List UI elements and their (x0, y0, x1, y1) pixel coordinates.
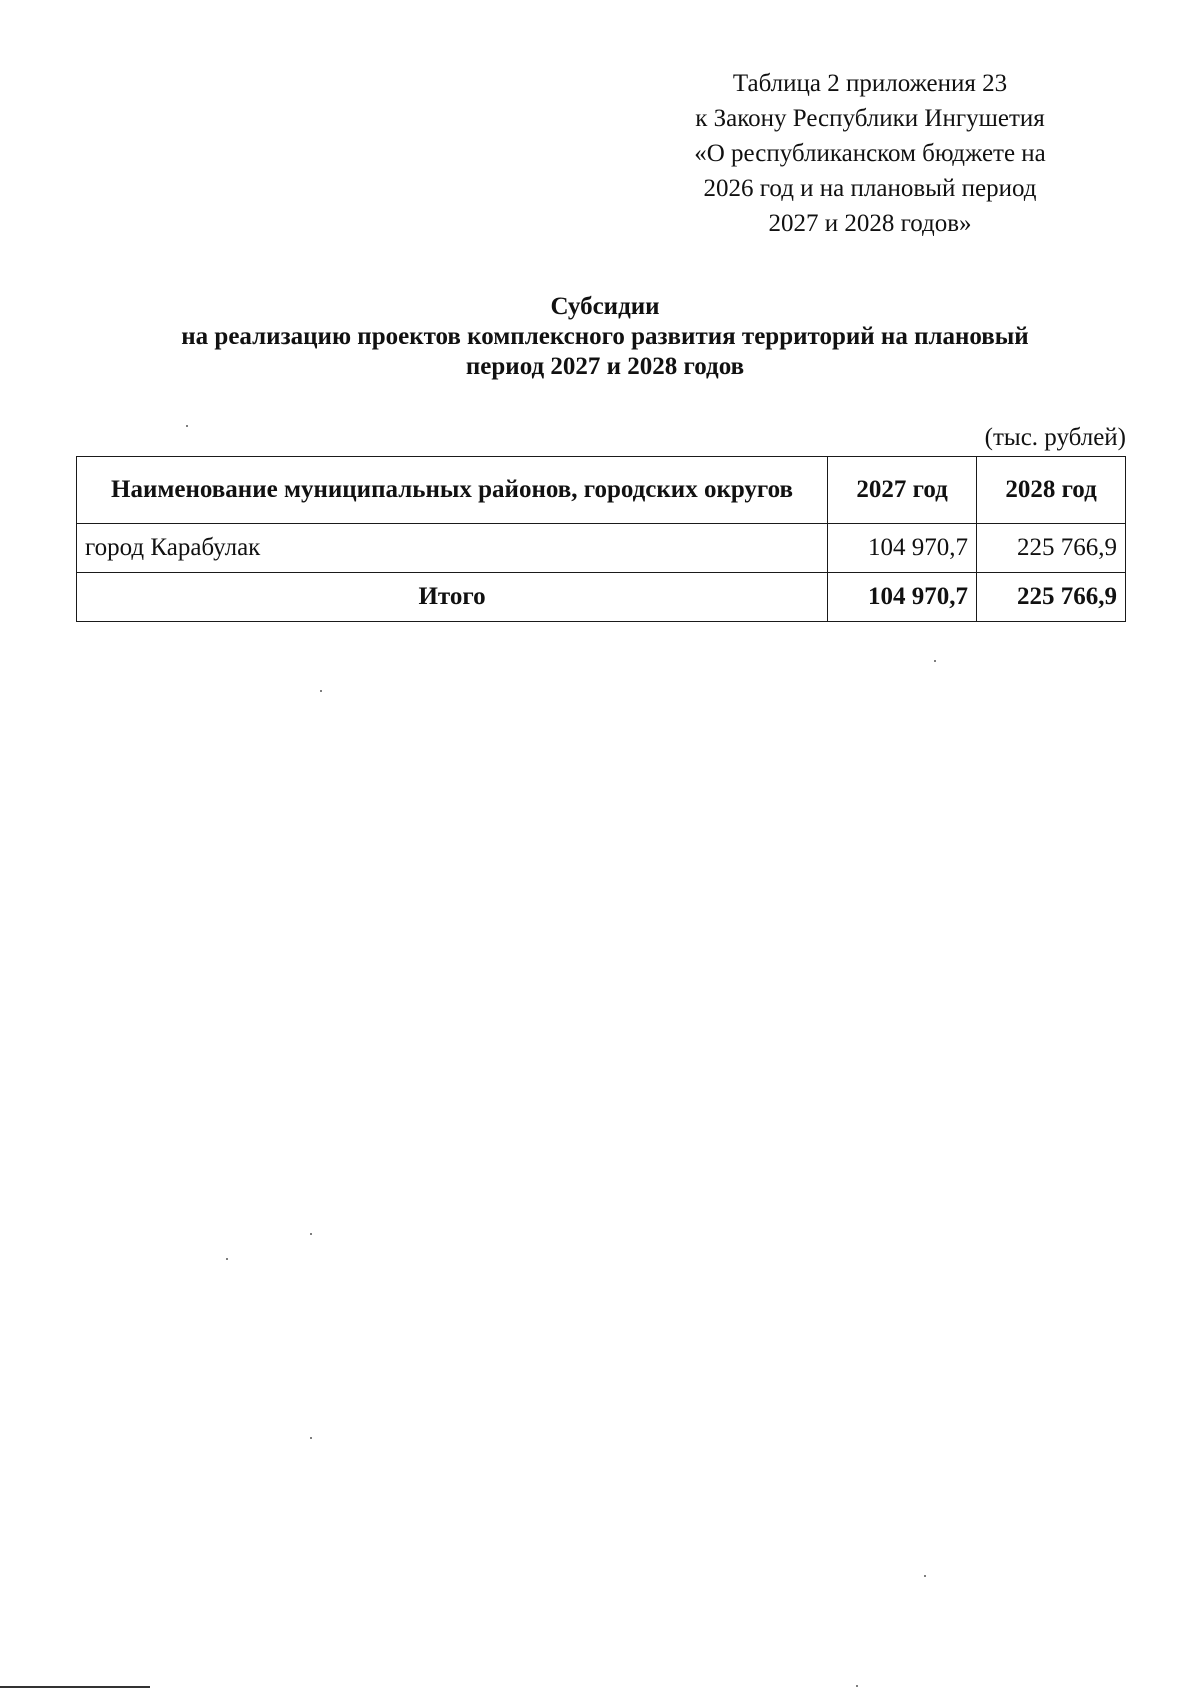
scan-speck (310, 1437, 312, 1439)
scan-edge-line (0, 1686, 150, 1688)
row-2027-value: 104 970,7 (828, 524, 977, 573)
scan-speck (186, 425, 188, 427)
row-name: город Карабулак (77, 524, 828, 573)
appendix-line: к Закону Республики Ингушетия (695, 105, 1045, 132)
title-line: на реализацию проектов комплексного развития территорий на плановый (181, 323, 1029, 350)
title-line: период 2027 и 2028 годов (465, 353, 745, 380)
scan-speck (924, 1575, 926, 1577)
subsidies-table (76, 456, 1126, 622)
header-name: Наименование муниципальных районов, городских округов (77, 457, 828, 524)
appendix-line: Таблица 2 приложения 23 (732, 70, 1008, 97)
scan-speck (856, 1685, 858, 1687)
scan-speck (934, 660, 936, 662)
scan-speck (226, 1258, 228, 1260)
appendix-line: 2027 и 2028 годов» (768, 210, 972, 237)
total-row (77, 573, 1126, 622)
title-line: Субсидии (550, 293, 660, 320)
total-2028-value: 225 766,9 (977, 573, 1126, 622)
appendix-line: «О республиканском бюджете на (694, 140, 1046, 167)
appendix-line: 2026 год и на плановый период (703, 175, 1037, 202)
table-header-row (77, 457, 1126, 524)
total-label: Итого (77, 573, 828, 622)
appendix-reference (640, 66, 1100, 241)
table-row (77, 524, 1126, 573)
total-2027-value: 104 970,7 (828, 573, 977, 622)
row-2028-value: 225 766,9 (977, 524, 1126, 573)
document-title (60, 292, 1150, 382)
scan-speck (320, 690, 322, 692)
scan-speck (310, 1233, 312, 1235)
units-label: (тыс. рублей) (984, 424, 1126, 451)
header-2028: 2028 год (977, 457, 1126, 524)
header-2027: 2027 год (828, 457, 977, 524)
